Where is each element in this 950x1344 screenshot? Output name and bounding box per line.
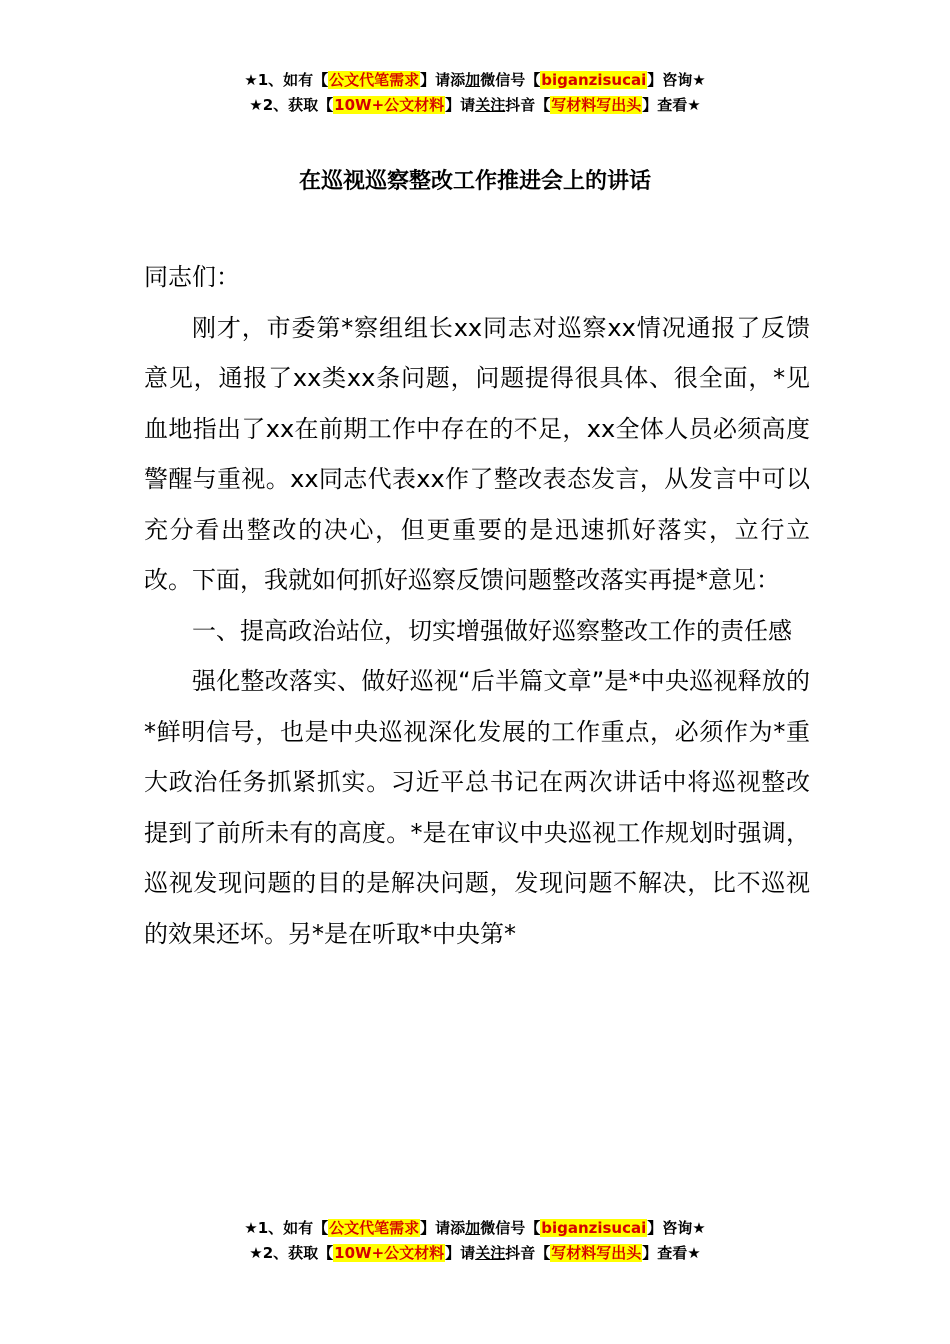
highlight-douyin-account: 写材料写出头 — [551, 96, 642, 114]
salutation: 同志们： — [144, 263, 240, 291]
highlight-wechat-id: biganzisucai — [541, 71, 647, 89]
star-icon: ★ — [249, 96, 263, 114]
document-body — [144, 252, 810, 959]
section-heading-1: 一、提高政治站位，切实增强做好巡察整改工作的责任感 — [192, 616, 792, 645]
highlight-wechat-id: biganzisucai — [541, 1219, 647, 1237]
star-icon: ★ — [692, 1219, 706, 1237]
banner-line-1: ★1、如有【公文代笔需求】请添加微信号【biganzisucai】咨询★ — [244, 1219, 706, 1237]
highlight-materials: 10W+公文材料 — [334, 96, 445, 114]
star-icon: ★ — [687, 96, 701, 114]
star-icon: ★ — [244, 1219, 258, 1237]
highlight-materials: 10W+公文材料 — [334, 1244, 445, 1262]
banner-line-2: ★2、获取【10W+公文材料】请关注抖音【写材料写出头】查看★ — [249, 96, 701, 114]
star-icon: ★ — [692, 71, 706, 89]
banner-line-2: ★2、获取【10W+公文材料】请关注抖音【写材料写出头】查看★ — [249, 1244, 701, 1262]
footer-banner — [0, 1216, 950, 1266]
highlight-ghostwriting: 公文代笔需求 — [329, 71, 420, 89]
highlight-douyin-account: 写材料写出头 — [551, 1244, 642, 1262]
star-icon: ★ — [249, 1244, 263, 1262]
highlight-ghostwriting: 公文代笔需求 — [329, 1219, 420, 1237]
header-banner — [0, 68, 950, 118]
star-icon: ★ — [244, 71, 258, 89]
paragraph-section-1: 强化整改落实、做好巡视“后半篇文章”是*中央巡视释放的*鲜明信号，也是中央巡视深化发展的工作重点，必须作为*重大政治任务抓紧抓实。习近平总书记在两次讲话中将巡视整改提到了前所未有的高度。*是在审议中央巡视工作规划时强调，巡视发现问题的目的是解决问题，发现问题不解决，比不巡视的效果还坏。另*是在听取*中央第* — [144, 667, 810, 948]
document-title: 在巡视巡察整改工作推进会上的讲话 — [298, 169, 651, 194]
banner-line-1: ★1、如有【公文代笔需求】请添加微信号【biganzisucai】咨询★ — [244, 71, 706, 89]
paragraph-intro: 刚才，市委第*察组组长xx同志对巡察xx情况通报了反馈意见，通报了xx类xx条问题，问题提得很具体、很全面，*见血地指出了xx在前期工作中存在的不足，xx全体人员必须高度警醒与重视。xx同志代表xx作了整改表态发言，从发言中可以充分看出整改的决心，但更重要的是迅速抓好落实，立行立改。下面，我就如何抓好巡察反馈问题整改落实再提*意见： — [144, 313, 810, 594]
star-icon: ★ — [687, 1244, 701, 1262]
